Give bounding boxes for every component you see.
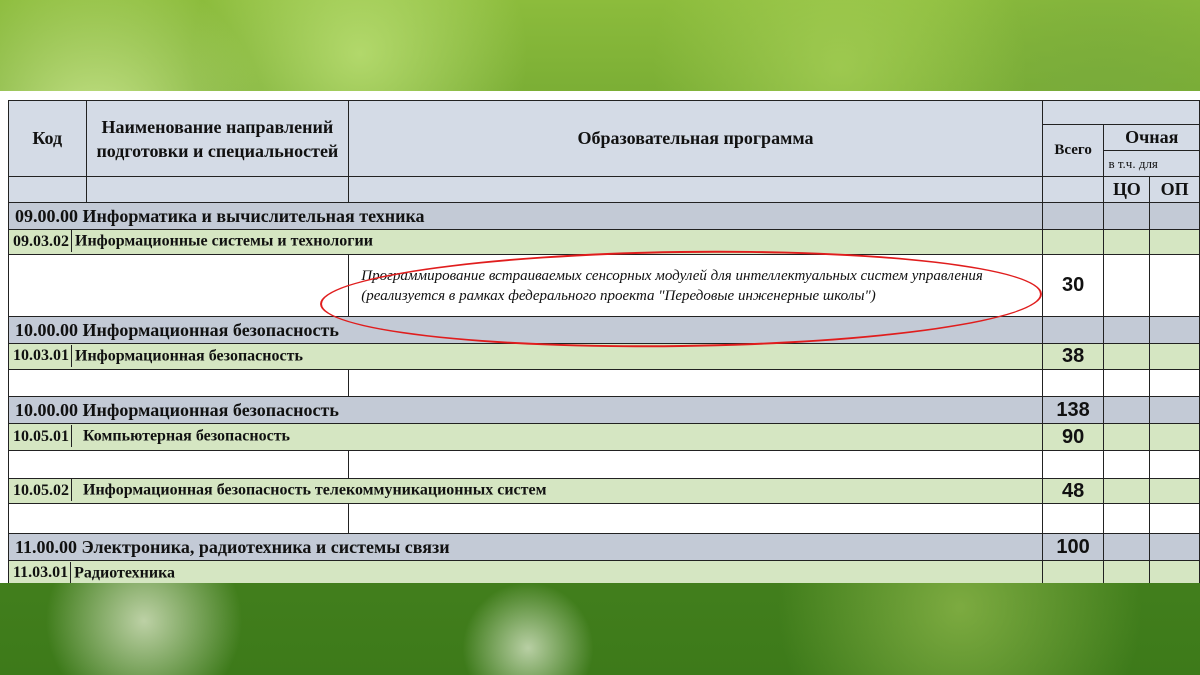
table-row: [9, 424, 1200, 451]
header-blank-mid: [86, 177, 349, 203]
header-direction-name: Наименование направлений подготовки и специальностей: [86, 101, 349, 177]
section-11-total: 100: [1042, 534, 1104, 561]
subsection-10-05-02-label: 10.05.02 Информационная безопасность телекоммуникационных систем: [9, 479, 1043, 504]
table-row: [9, 561, 1200, 584]
header-op: ОП: [1150, 177, 1200, 203]
section-09-total: [1042, 203, 1104, 230]
admission-plan-table: [8, 100, 1200, 583]
section-10-total: [1042, 317, 1104, 344]
table-row: [9, 479, 1200, 504]
header-top-blank: [1042, 101, 1199, 125]
subsection-10-03-01-label: 10.03.01 Информационная безопасность: [9, 344, 1043, 370]
program-name: Программирование встраиваемых сенсорных модулей для интеллектуальных систем управления (реализуется в рамках федерального проекта "Передовые инженерные школы"): [349, 255, 1043, 317]
header-total: Всего: [1042, 125, 1104, 177]
section-10-specialty-total: 138: [1042, 397, 1104, 424]
subsection-11-03-01-total: [1042, 561, 1104, 584]
section-10-label: 10.00.00 Информационная безопасность: [9, 317, 1043, 344]
subsection-09-03-02-total: [1042, 230, 1104, 255]
subsection-11-03-01-label: 11.03.01 Радиотехника: [9, 561, 1043, 584]
header-including: в т.ч. для: [1104, 151, 1200, 177]
sheet-top-margin: [0, 91, 1200, 99]
table-row: [9, 317, 1200, 344]
program-total: 30: [1042, 255, 1104, 317]
program-row-blank: [9, 255, 349, 317]
table-row: [9, 397, 1200, 424]
subsection-10-05-01-label: 10.05.01 Компьютерная безопасность: [9, 424, 1043, 451]
table-row: [9, 504, 1200, 534]
table-row: [9, 344, 1200, 370]
table-row: [9, 370, 1200, 397]
header-blank-left: [9, 177, 87, 203]
table-row: [9, 534, 1200, 561]
header-program: Образовательная программа: [349, 101, 1043, 177]
header-code: Код: [9, 101, 87, 177]
subsection-10-05-01-total: 90: [1042, 424, 1104, 451]
table-row: [9, 203, 1200, 230]
header-blank-prog: [349, 177, 1043, 203]
header-tso: ЦО: [1104, 177, 1150, 203]
section-09-label: 09.00.00 Информатика и вычислительная техника: [9, 203, 1043, 230]
subsection-09-03-02-label: 09.03.02 Информационные системы и технологии: [9, 230, 1043, 255]
table-row: [9, 230, 1200, 255]
section-10-specialty-label: 10.00.00 Информационная безопасность: [9, 397, 1043, 424]
header-blank-total: [1042, 177, 1104, 203]
spreadsheet-document: [0, 91, 1200, 583]
subsection-10-03-01-total: 38: [1042, 344, 1104, 370]
subsection-10-05-02-total: 48: [1042, 479, 1104, 504]
header-full-time: Очная: [1104, 125, 1200, 151]
table-row: [9, 255, 1200, 317]
section-11-label: 11.00.00 Электроника, радиотехника и системы связи: [9, 534, 1043, 561]
table-row: [9, 451, 1200, 479]
